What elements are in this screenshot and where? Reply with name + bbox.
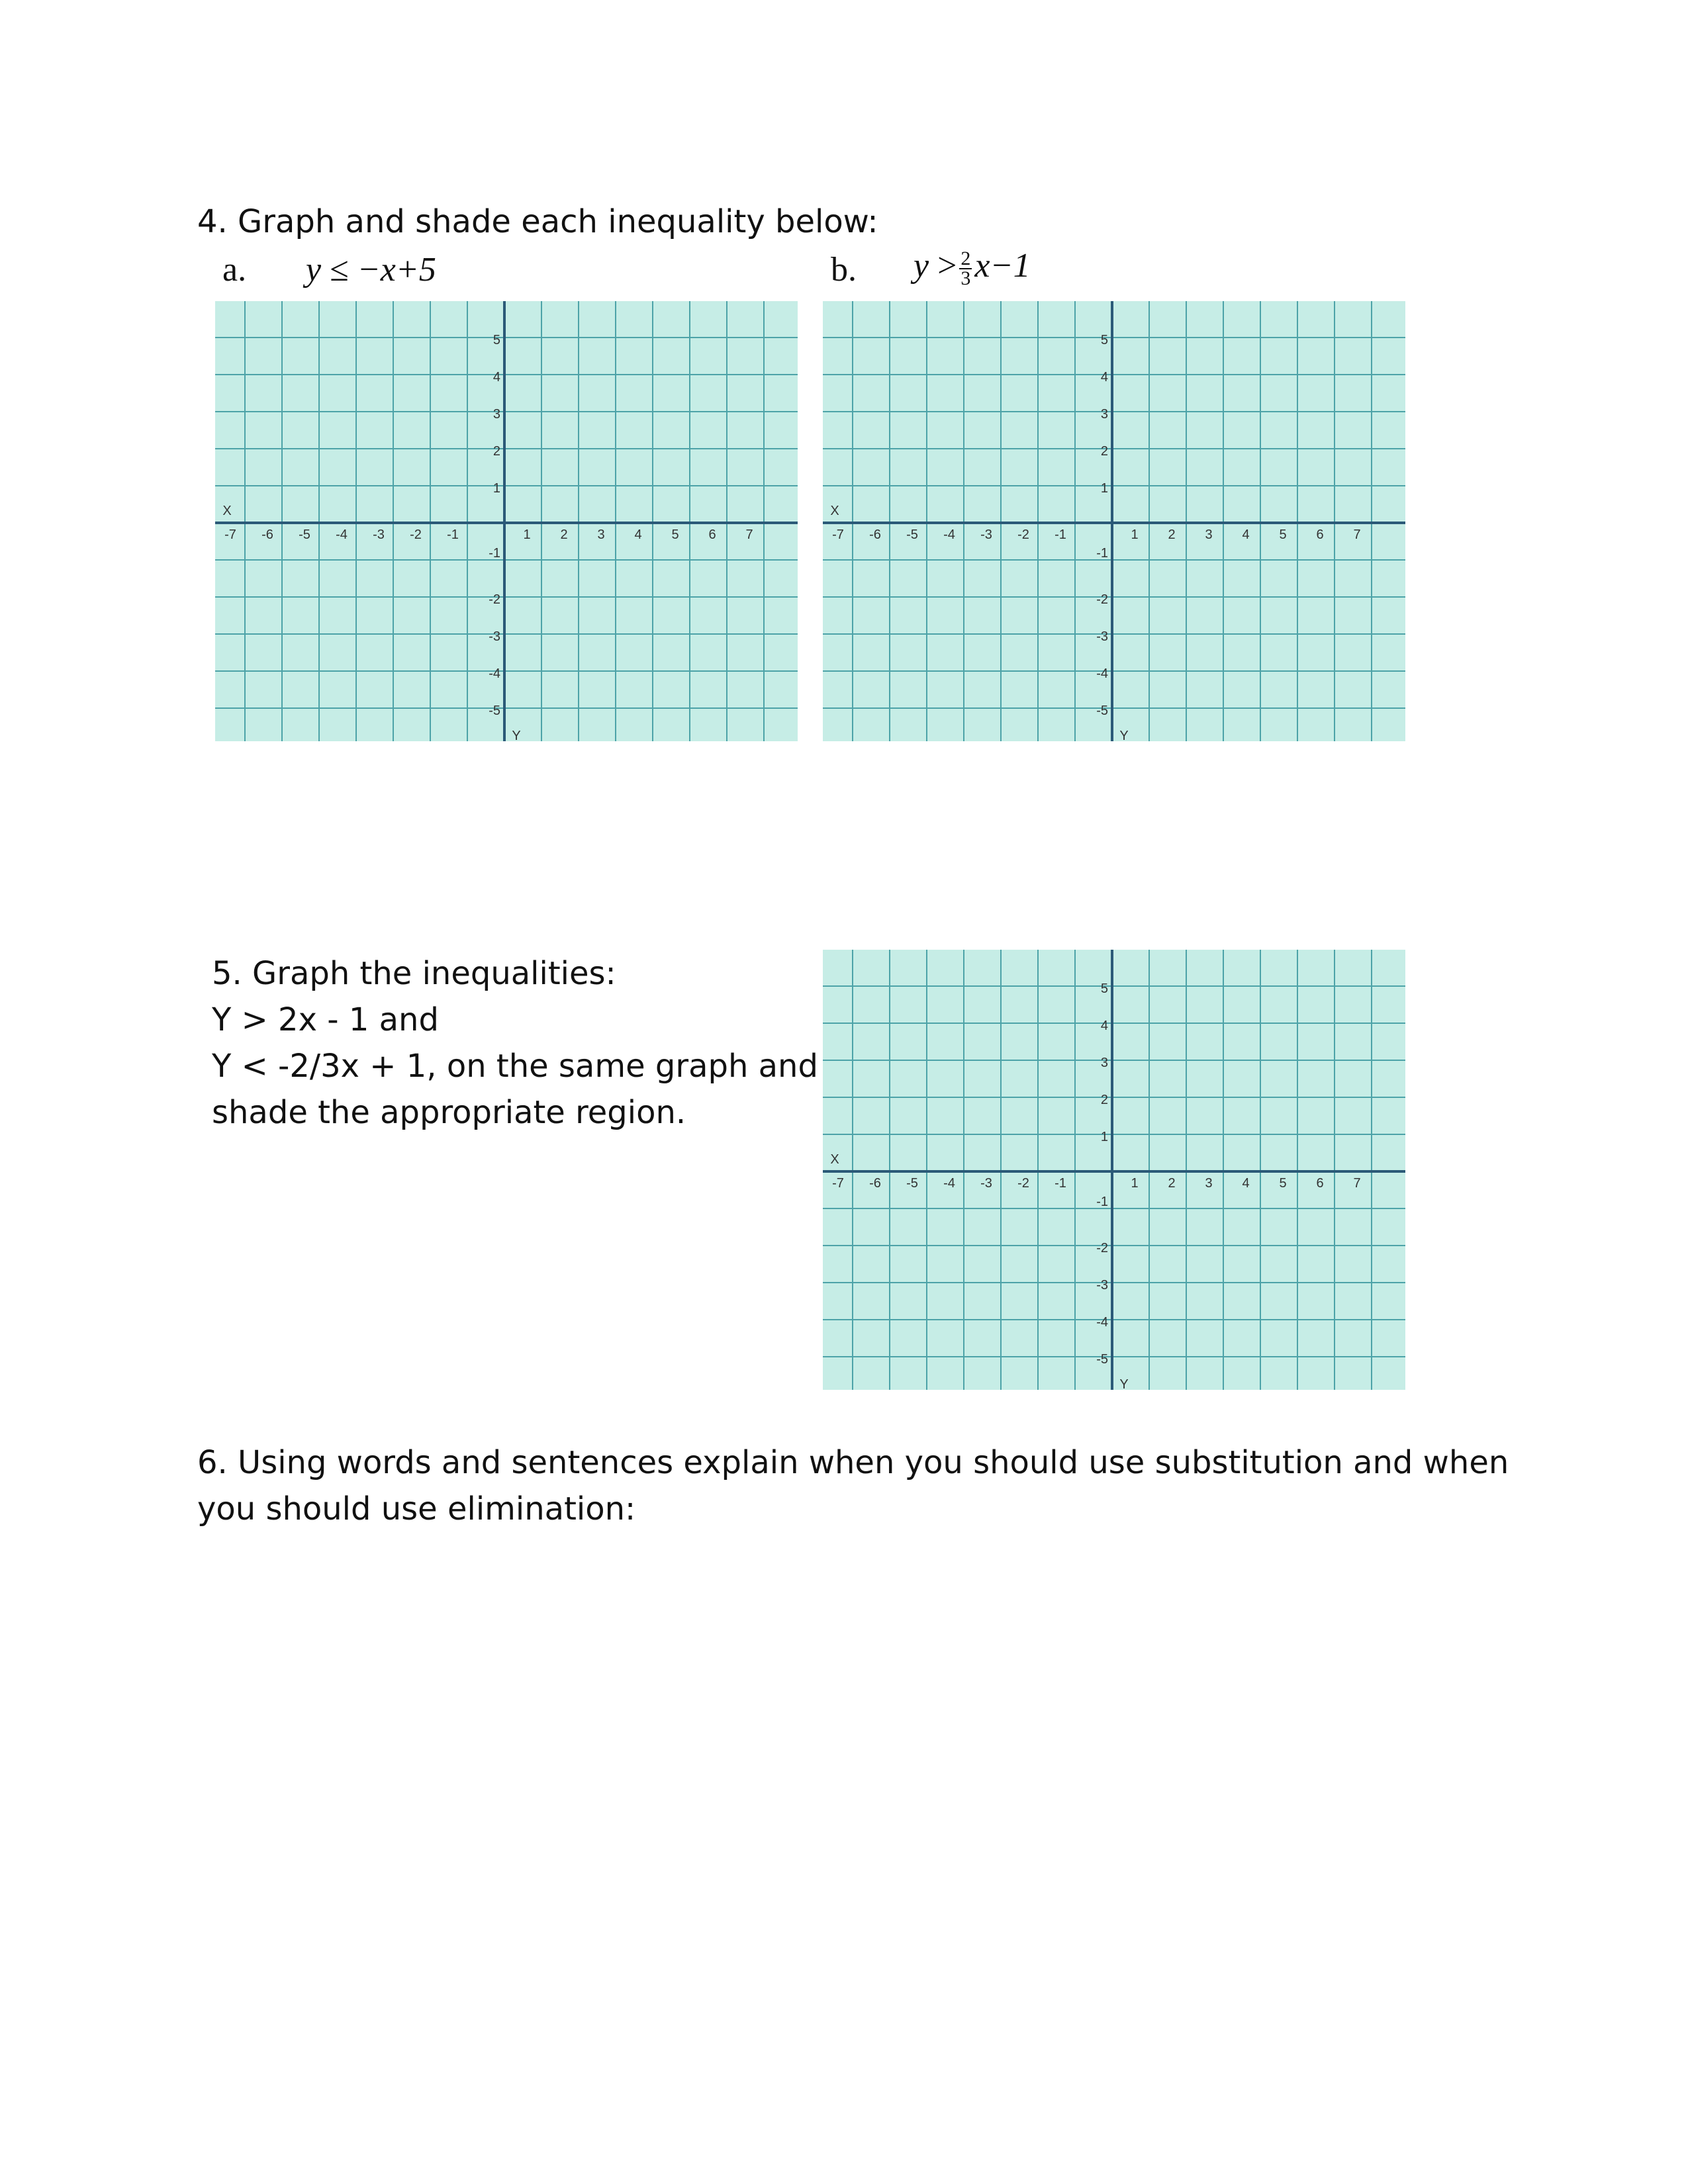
- x-tick-label: 4: [634, 527, 642, 542]
- y-tick-label: -1: [1096, 546, 1108, 561]
- y-tick-label: 3: [1100, 1056, 1108, 1070]
- x-tick-label: -7: [224, 527, 236, 542]
- grid-background: [823, 301, 1405, 741]
- fraction-denominator: 3: [961, 267, 971, 290]
- y-tick-label: -1: [489, 546, 500, 561]
- y-tick-label: 2: [1100, 444, 1108, 459]
- question-5-line-4: shade the appropriate region.: [212, 1094, 686, 1131]
- x-tick-label: -3: [980, 1176, 992, 1191]
- x-axis-label: X: [830, 1152, 839, 1167]
- y-tick-label: 1: [492, 481, 500, 496]
- x-tick-label: -4: [943, 527, 955, 542]
- inequality-b-rhs: x−1: [974, 247, 1031, 285]
- x-tick-label: 7: [1353, 1176, 1361, 1191]
- coordinate-grid-5[interactable]: [823, 950, 1405, 1390]
- y-tick-label: 4: [492, 370, 500, 385]
- y-tick-label: 5: [1100, 981, 1108, 996]
- inequality-a-relation: ≤: [330, 251, 349, 289]
- x-tick-label: 7: [1353, 527, 1361, 542]
- y-tick-label: 3: [492, 407, 500, 422]
- x-tick-label: 3: [1205, 1176, 1213, 1191]
- x-tick-label: -4: [943, 1176, 955, 1191]
- y-axis-label: Y: [1119, 729, 1129, 741]
- x-tick-label: 2: [560, 527, 568, 542]
- y-tick-label: 1: [1100, 1130, 1108, 1144]
- coordinate-grid-b[interactable]: [823, 301, 1405, 741]
- y-tick-label: -5: [1096, 704, 1108, 718]
- x-tick-label: 6: [1316, 527, 1324, 542]
- y-tick-label: 2: [1100, 1093, 1108, 1107]
- x-tick-label: 4: [1242, 527, 1250, 542]
- x-tick-label: -2: [410, 527, 422, 542]
- y-axis-label: Y: [1119, 1377, 1129, 1390]
- x-tick-label: -6: [869, 527, 881, 542]
- x-tick-label: 6: [708, 527, 716, 542]
- x-tick-label: -1: [1055, 527, 1066, 542]
- x-tick-label: 2: [1168, 1176, 1176, 1191]
- x-tick-label: 1: [1131, 1176, 1139, 1191]
- y-tick-label: 3: [1100, 407, 1108, 422]
- part-a-label: a.: [222, 251, 247, 289]
- x-tick-label: -2: [1017, 1176, 1029, 1191]
- y-tick-label: -3: [489, 629, 500, 644]
- y-tick-label: -5: [1096, 1352, 1108, 1367]
- y-tick-label: 5: [492, 333, 500, 347]
- x-tick-label: -4: [336, 527, 348, 542]
- x-tick-label: -2: [1017, 527, 1029, 542]
- part-b-label: b.: [831, 251, 857, 289]
- inequality-b-lhs: y: [914, 247, 929, 285]
- y-tick-label: 4: [1100, 1019, 1108, 1033]
- y-tick-label: 2: [492, 444, 500, 459]
- question-6-line-1: 6. Using words and sentences explain when you should use substitution and when: [197, 1444, 1509, 1481]
- x-tick-label: -6: [869, 1176, 881, 1191]
- x-tick-label: -1: [1055, 1176, 1066, 1191]
- question-5-line-2: Y > 2x - 1 and: [212, 1001, 439, 1038]
- x-axis-label: X: [830, 504, 839, 518]
- y-tick-label: 1: [1100, 481, 1108, 496]
- x-tick-label: 1: [1131, 527, 1139, 542]
- inequality-a-rhs: −x+5: [357, 251, 436, 289]
- y-tick-label: -1: [1096, 1195, 1108, 1209]
- coordinate-grid-a[interactable]: [215, 301, 798, 741]
- grid-background: [823, 950, 1405, 1390]
- question-4-text: 4. Graph and shade each inequality below:: [197, 203, 878, 240]
- x-tick-label: 5: [1279, 527, 1287, 542]
- y-tick-label: -2: [489, 592, 500, 607]
- x-tick-label: -5: [906, 527, 918, 542]
- y-tick-label: -4: [489, 666, 500, 681]
- x-axis-label: X: [222, 504, 232, 518]
- y-tick-label: -4: [1096, 1315, 1108, 1330]
- x-tick-label: -3: [980, 527, 992, 542]
- fraction-numerator: 2: [961, 248, 971, 270]
- inequality-b-fraction: [959, 250, 972, 288]
- question-4-prompt: [197, 199, 878, 245]
- x-tick-label: -5: [299, 527, 310, 542]
- x-tick-label: -1: [447, 527, 459, 542]
- x-tick-label: 5: [671, 527, 679, 542]
- y-tick-label: -3: [1096, 629, 1108, 644]
- grid-background: [215, 301, 798, 741]
- question-5-prompt: [212, 950, 818, 1136]
- x-tick-label: 3: [1205, 527, 1213, 542]
- y-tick-label: 5: [1100, 333, 1108, 347]
- x-tick-label: 2: [1168, 527, 1176, 542]
- x-tick-label: -6: [261, 527, 273, 542]
- x-tick-label: 7: [745, 527, 753, 542]
- inequality-b: [914, 246, 1031, 288]
- x-tick-label: -7: [832, 1176, 844, 1191]
- y-tick-label: 4: [1100, 370, 1108, 385]
- x-tick-label: -5: [906, 1176, 918, 1191]
- x-tick-label: 3: [597, 527, 605, 542]
- x-tick-label: 4: [1242, 1176, 1250, 1191]
- inequality-b-relation: >: [937, 247, 957, 285]
- y-tick-label: -2: [1096, 592, 1108, 607]
- question-6-prompt: [197, 1439, 1509, 1532]
- y-tick-label: -5: [489, 704, 500, 718]
- y-tick-label: -3: [1096, 1278, 1108, 1293]
- x-tick-label: 5: [1279, 1176, 1287, 1191]
- question-5-line-1: 5. Graph the inequalities:: [212, 955, 616, 992]
- y-axis-label: Y: [512, 729, 521, 741]
- x-tick-label: -7: [832, 527, 844, 542]
- question-5-line-3: Y < -2/3x + 1, on the same graph and: [212, 1048, 818, 1085]
- x-tick-label: 1: [523, 527, 531, 542]
- inequality-a: [306, 250, 436, 290]
- y-tick-label: -4: [1096, 666, 1108, 681]
- y-tick-label: -2: [1096, 1241, 1108, 1255]
- question-6-line-2: you should use elimination:: [197, 1490, 636, 1527]
- inequality-a-lhs: y: [306, 251, 322, 289]
- x-tick-label: -3: [373, 527, 385, 542]
- x-tick-label: 6: [1316, 1176, 1324, 1191]
